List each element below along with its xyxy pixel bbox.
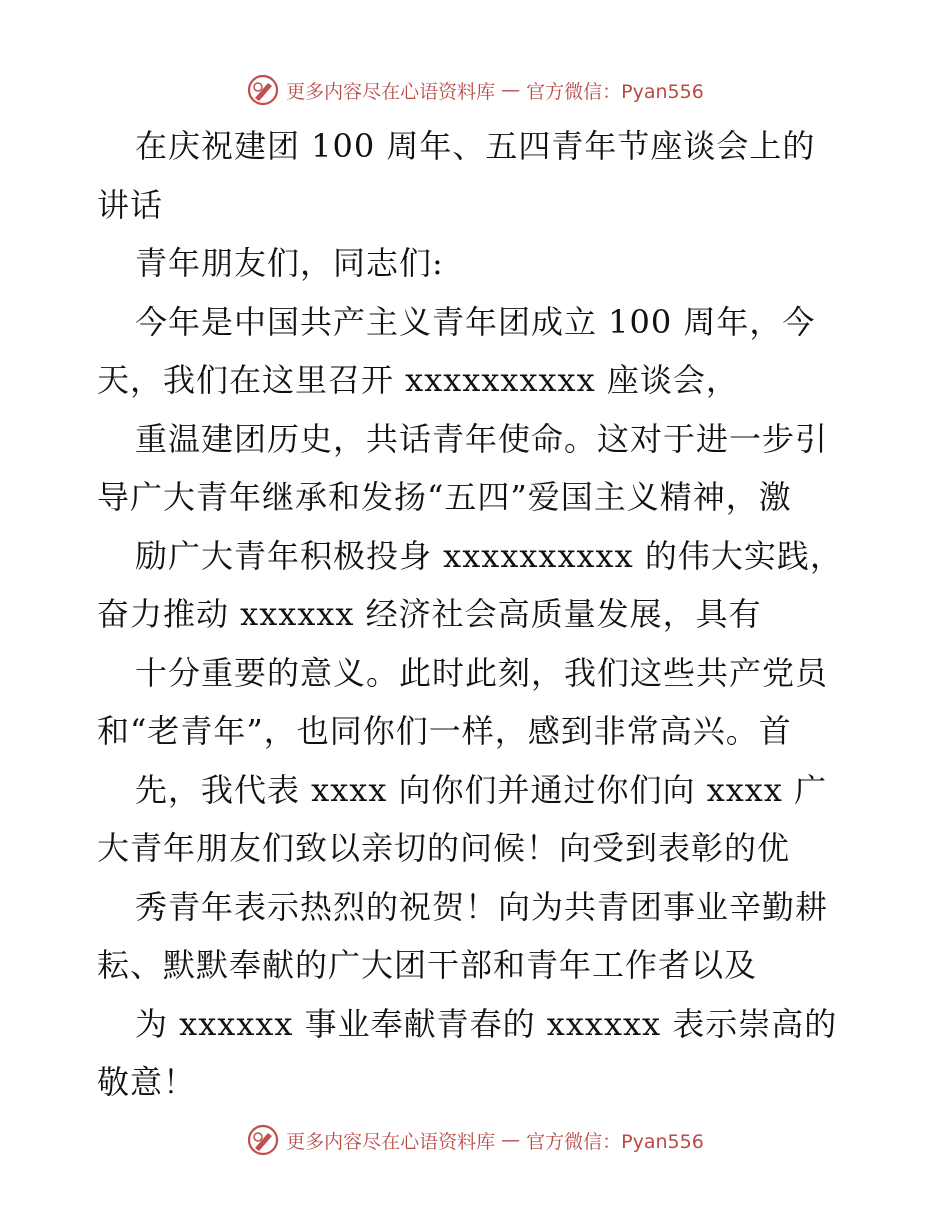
watermark-separator: — <box>501 1129 521 1151</box>
text-line: 秀青年表示热烈的祝贺！向为共青团事业辛勤耕 <box>135 887 829 926</box>
text-line: 青年朋友们，同志们: <box>135 244 444 282</box>
text-line: 奋力推动 xxxxxx 经济社会高质量发展，具有 <box>97 595 762 633</box>
text-line: 导广大青年继承和发扬“五四”爱国主义精神，激 <box>97 478 792 516</box>
watermark-text: 更多内容尽在心语资料库 <box>286 80 496 103</box>
text-line: 在庆祝建团 100 周年、五四青年节座谈会上的 <box>135 127 816 165</box>
text-line: 敬意！ <box>97 1063 197 1101</box>
watermark-text: 更多内容尽在心语资料库 <box>286 1130 496 1153</box>
footer-watermark <box>0 1120 950 1160</box>
watermark-separator: — <box>501 79 521 101</box>
pen-nib-circle-icon <box>246 73 280 107</box>
pen-nib-circle-icon <box>246 1123 280 1157</box>
text-line: 今年是中国共产主义青年团成立 100 周年，今 <box>135 302 816 341</box>
watermark-contact: 官方微信：Pyan556 <box>526 80 704 103</box>
text-line: 为 xxxxxx 事业奉献青春的 xxxxxx 表示崇高的 <box>135 1004 838 1043</box>
text-line: 先，我代表 xxxx 向你们并通过你们向 xxxx 广 <box>135 770 828 809</box>
text-line: 励广大青年积极投身 xxxxxxxxxx 的伟大实践， <box>135 536 843 575</box>
document-body <box>97 117 857 1112</box>
text-line: 十分重要的意义。此时此刻，我们这些共产党员 <box>135 653 829 692</box>
text-line: 和“老青年”，也同你们一样，感到非常高兴。首 <box>97 712 792 750</box>
header-watermark <box>0 70 950 110</box>
watermark-contact: 官方微信：Pyan556 <box>526 1130 704 1153</box>
text-line: 天，我们在这里召开 xxxxxxxxxx 座谈会， <box>97 361 739 399</box>
text-line: 大青年朋友们致以亲切的问候！向受到表彰的优 <box>97 829 791 867</box>
text-line: 讲话 <box>97 185 164 224</box>
text-line: 重温建团历史，共话青年使命。这对于进一步引 <box>135 419 829 458</box>
text-line: 耘、默默奉献的广大团干部和青年工作者以及 <box>97 946 758 984</box>
